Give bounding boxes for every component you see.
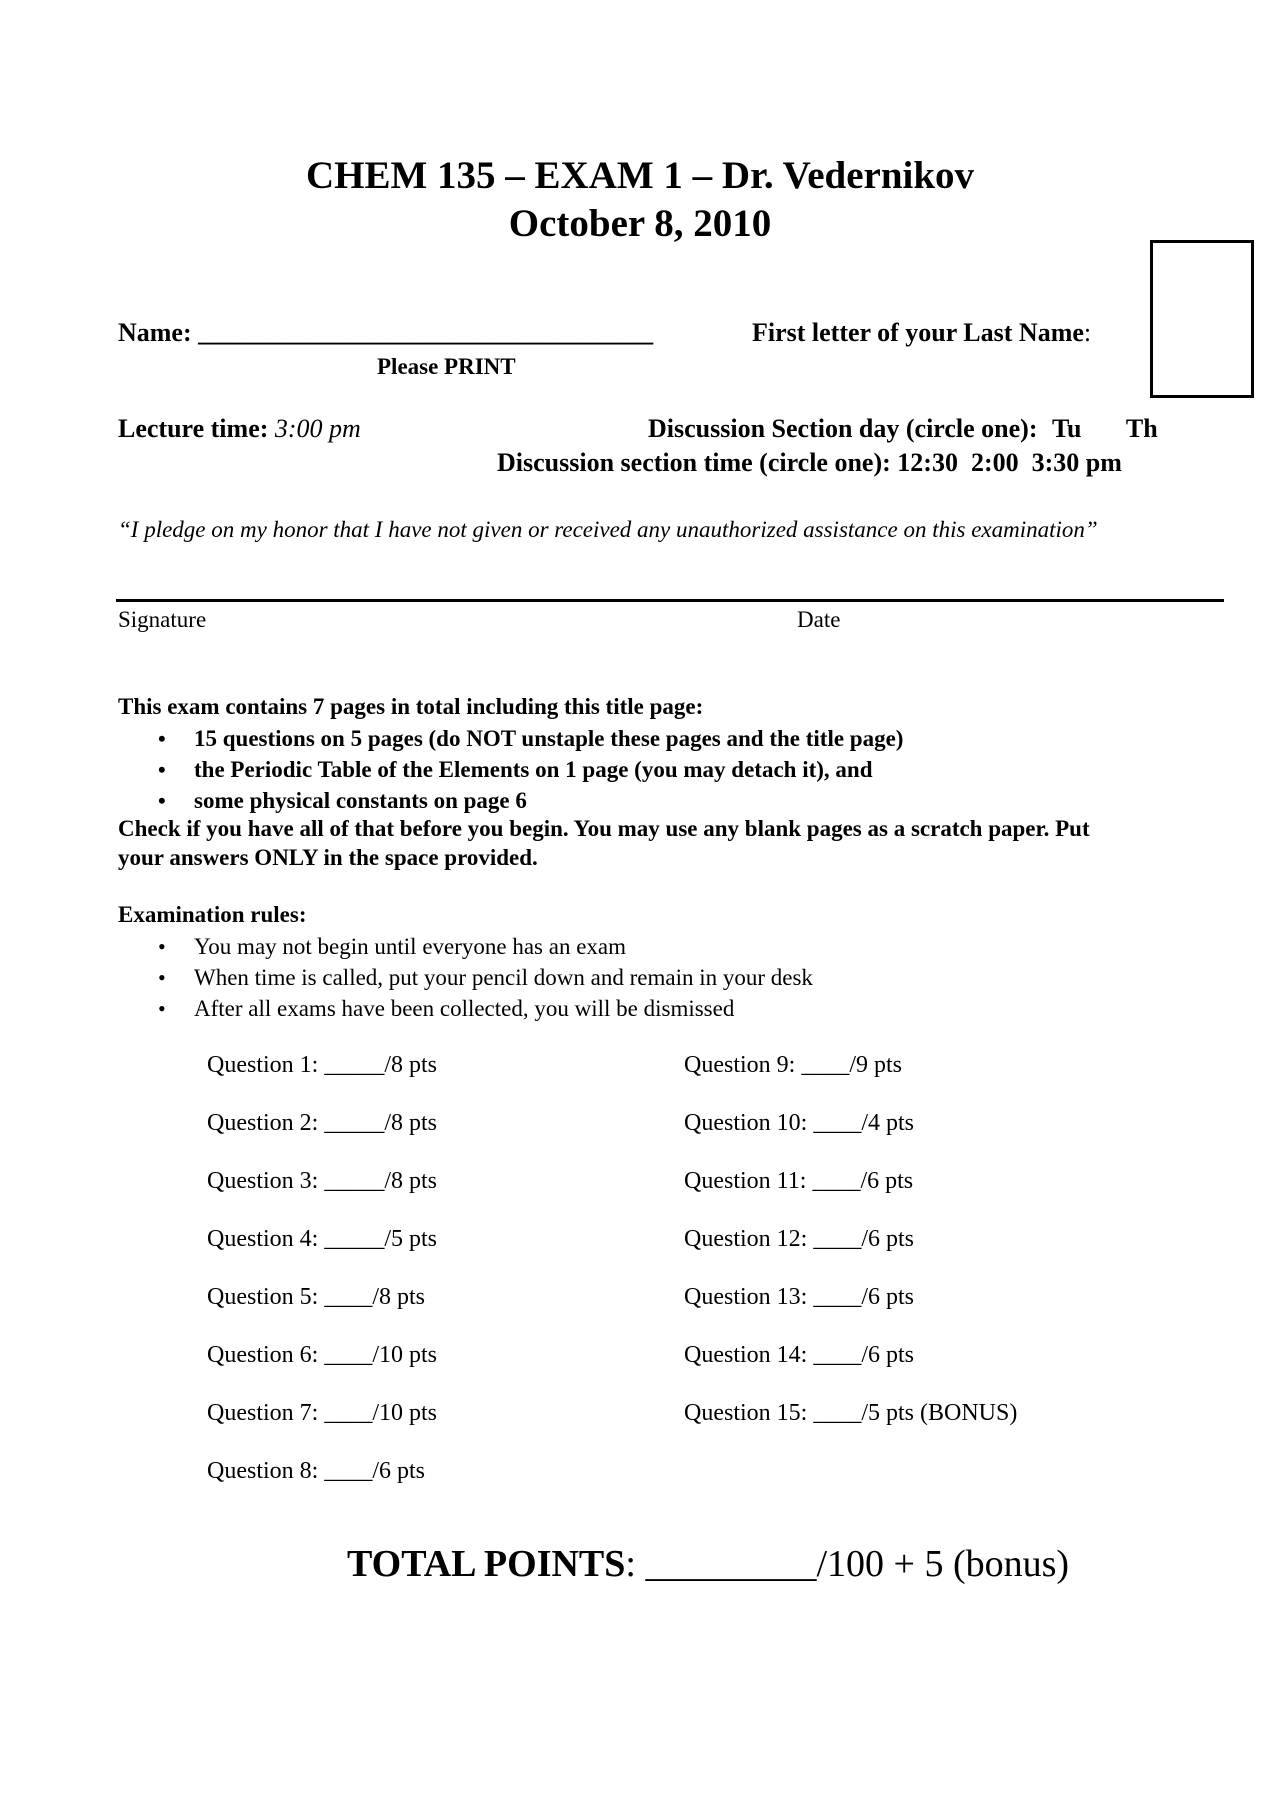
score-q2[interactable]: Question 2: _____/8 pts: [207, 1110, 438, 1136]
signature-label: Signature: [118, 607, 207, 632]
score-q13[interactable]: Question 13: ____/6 pts: [684, 1284, 915, 1310]
exam-title: CHEM 135 – EXAM 1 – Dr. Vedernikov: [305, 154, 975, 197]
name-label-text: Name:: [118, 318, 192, 347]
exam-date: October 8, 2010: [508, 202, 772, 245]
check-note-line1: Check if you have all of that before you begin. You may use any blank pages as a scratch paper. Put: [118, 816, 1090, 841]
score-q6[interactable]: Question 6: ____/10 pts: [207, 1342, 438, 1368]
rules-heading: Examination rules:: [118, 902, 307, 927]
list-item: • When time is called, put your pencil down and remain in your desk: [118, 962, 813, 993]
total-points-colon: :: [625, 1543, 636, 1585]
discussion-day: [648, 414, 1158, 444]
list-item: • 15 questions on 5 pages (do NOT unstaple these pages and the title page): [118, 723, 903, 754]
lecture-time: [118, 414, 361, 444]
score-q8[interactable]: Question 8: ____/6 pts: [207, 1458, 426, 1484]
contents-intro: This exam contains 7 pages in total including this title page:: [118, 694, 704, 719]
name-field[interactable]: ___________________________________: [198, 318, 654, 347]
rules-list: [118, 931, 813, 1024]
score-q12[interactable]: Question 12: ____/6 pts: [684, 1226, 915, 1252]
score-q5[interactable]: Question 5: ____/8 pts: [207, 1284, 426, 1310]
score-q14[interactable]: Question 14: ____/6 pts: [684, 1342, 915, 1368]
score-q7[interactable]: Question 7: ____/10 pts: [207, 1400, 438, 1426]
score-q15[interactable]: Question 15: ____/5 pts (BONUS): [684, 1400, 1018, 1426]
date-label: Date: [797, 607, 841, 632]
lecture-time-value: 3:00 pm: [274, 414, 361, 443]
first-letter-colon: :: [1083, 318, 1092, 347]
total-points: [347, 1542, 1069, 1586]
total-points-field[interactable]: _________/100 + 5 (bonus): [635, 1543, 1070, 1585]
print-note: Please PRINT: [377, 354, 516, 379]
score-q9[interactable]: Question 9: ____/9 pts: [684, 1052, 903, 1078]
score-q1[interactable]: Question 1: _____/8 pts: [207, 1052, 438, 1078]
day-option-th[interactable]: Th: [1125, 414, 1158, 443]
discussion-time-label: Discussion section time (circle one):: [497, 448, 891, 477]
total-points-label: TOTAL POINTS: [347, 1543, 626, 1585]
list-item: • some physical constants on page 6: [118, 785, 903, 816]
name-label: [118, 318, 653, 348]
score-q3[interactable]: Question 3: _____/8 pts: [207, 1168, 438, 1194]
lecture-time-label: Lecture time:: [118, 414, 269, 443]
first-letter-label: [752, 318, 1091, 348]
score-q4[interactable]: Question 4: _____/5 pts: [207, 1226, 438, 1252]
list-item: • You may not begin until everyone has an exam: [118, 931, 813, 962]
time-options[interactable]: 12:30 2:00 3:30 pm: [897, 448, 1122, 477]
first-letter-text: First letter of your Last Name: [752, 318, 1084, 347]
list-item: • the Periodic Table of the Elements on 1 page (you may detach it), and: [118, 754, 903, 785]
check-note-line2: your answers ONLY in the space provided.: [118, 845, 538, 870]
day-option-tu[interactable]: Tu: [1052, 414, 1082, 443]
signature-line[interactable]: [116, 599, 1224, 602]
honor-pledge: “I pledge on my honor that I have not given or received any unauthorized assistance on this examination”: [118, 517, 1098, 542]
discussion-time: [497, 448, 1122, 478]
discussion-day-label: Discussion Section day (circle one):: [648, 414, 1038, 443]
first-letter-box[interactable]: [1150, 240, 1254, 398]
score-q10[interactable]: Question 10: ____/4 pts: [684, 1110, 915, 1136]
list-item: • After all exams have been collected, you will be dismissed: [118, 993, 813, 1024]
score-q11[interactable]: Question 11: ____/6 pts: [684, 1168, 914, 1194]
contents-list: [118, 723, 903, 816]
